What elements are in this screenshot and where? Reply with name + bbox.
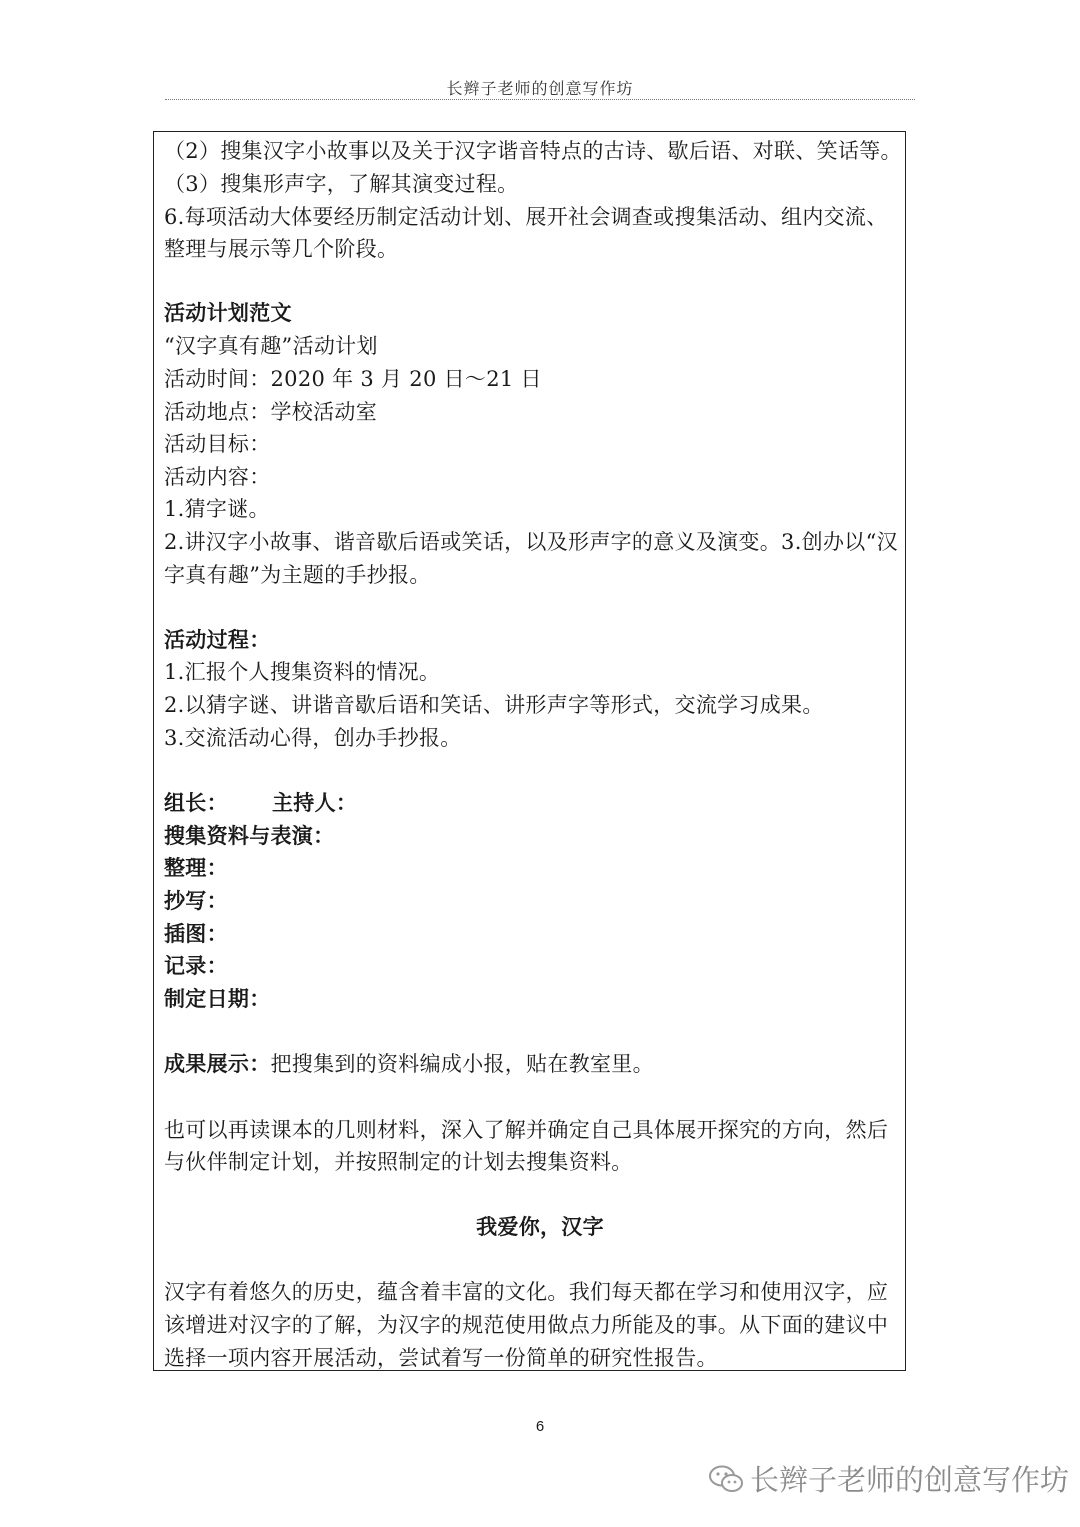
text-line: 也可以再读课本的几则材料，深入了解并确定自己具体展开探究的方向，然后: [164, 1118, 889, 1142]
result-text: 把搜集到的资料编成小报，贴在教室里。: [270, 1052, 654, 1076]
role-label: 记录：: [164, 953, 228, 978]
section-heading: 活动过程：: [164, 627, 271, 652]
text-line: 2.以猜字谜、讲谐音歇后语和笑话、讲形声字等形式，交流学习成果。: [164, 693, 824, 717]
header-divider: [165, 99, 915, 100]
result-line: [164, 1052, 654, 1076]
text-line: 活动内容：: [164, 465, 271, 489]
text-line: （2）搜集汉字小故事以及关于汉字谐音特点的古诗、歇后语、对联、笑话等。: [164, 139, 902, 163]
text-line: 选择一项内容开展活动，尝试着写一份简单的研究性报告。: [164, 1346, 718, 1370]
text-line: 活动目标：: [164, 432, 271, 456]
text-line: 整理与展示等几个阶段。: [164, 237, 399, 261]
role-label: 搜集资料与表演：: [164, 823, 335, 848]
text-line: 汉字有着悠久的历史，蕴含着丰富的文化。我们每天都在学习和使用汉字，应: [164, 1280, 889, 1304]
section-title: 我爱你，汉字: [476, 1214, 604, 1239]
text-line: 1.猜字谜。: [164, 497, 270, 521]
wechat-icon: [708, 1464, 744, 1494]
page-number: 6: [535, 1418, 545, 1435]
text-line: 活动地点：学校活动室: [164, 400, 377, 424]
text-line: 字真有趣”为主题的手抄报。: [164, 563, 431, 587]
role-label: 整理：: [164, 855, 228, 880]
text-line: 6.每项活动大体要经历制定活动计划、展开社会调查或搜集活动、组内交流、: [164, 205, 888, 229]
text-line: 该增进对汉字的了解，为汉字的规范使用做点力所能及的事。从下面的建议中: [164, 1313, 889, 1337]
role-label: 插图：: [164, 921, 228, 946]
text-line: （3）搜集形声字，了解其演变过程。: [164, 172, 519, 196]
section-heading: 活动计划范文: [164, 300, 292, 325]
role-label: 抄写：: [164, 888, 228, 913]
role-label-host: 主持人：: [272, 790, 358, 815]
plan-title: “汉字真有趣”活动计划: [164, 334, 378, 358]
text-line: 与伙伴制定计划，并按照制定的计划去搜集资料。: [164, 1150, 633, 1174]
role-label: 制定日期：: [164, 986, 271, 1011]
watermark-text: 长辫子老师的创意写作坊: [750, 1463, 1070, 1497]
text-line: 1.汇报个人搜集资料的情况。: [164, 660, 441, 684]
text-line: 3.交流活动心得，创办手抄报。: [164, 726, 462, 750]
text-line: 活动时间：2020 年 3 月 20 日～21 日: [164, 367, 542, 391]
text-line: 2.讲汉字小故事、谐音歇后语或笑话，以及形声字的意义及演变。3.创办以“汉: [164, 530, 898, 554]
header-title: 长辫子老师的创意写作坊: [446, 79, 634, 98]
watermark: [708, 1458, 1069, 1499]
result-label: 成果展示：: [164, 1051, 271, 1076]
role-label-leader: 组长：: [164, 790, 228, 815]
